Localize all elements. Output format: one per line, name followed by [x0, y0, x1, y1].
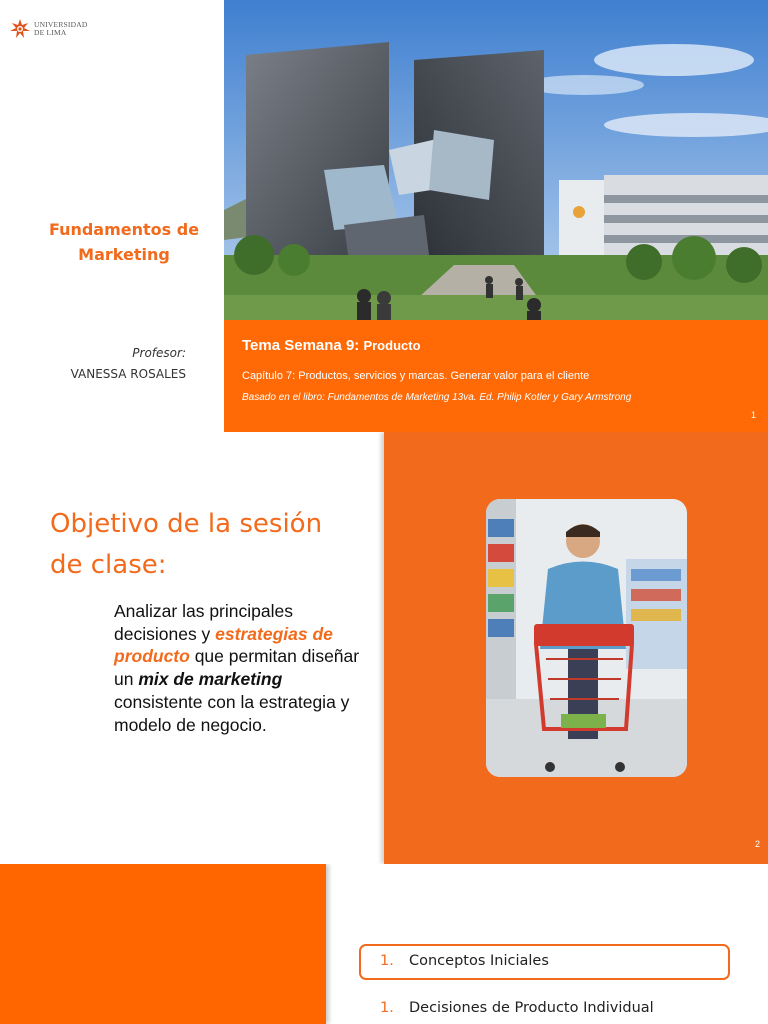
- logo-line-2: DE LIMA: [34, 28, 67, 37]
- agenda-item-label: Conceptos Iniciales: [409, 953, 549, 969]
- objective-text-part-3: consistente con la estrategia y modelo de negocio.: [114, 691, 350, 735]
- agenda-slide: [0, 864, 768, 1024]
- objective-text: [114, 600, 364, 736]
- campus-building-photo: [224, 0, 768, 320]
- emphasis-product-strategies: estrategias de producto: [114, 623, 333, 667]
- objective-text-part-1: Analizar las principales decisiones y: [114, 601, 293, 644]
- book-reference: Basado en el libro: Fundamentos de Marketing 13va. Ed. Philip Kotler y Gary Armstrong: [242, 392, 632, 403]
- orange-image-panel: [384, 432, 768, 864]
- logo-line-1: UNIVERSIDAD: [34, 20, 88, 29]
- agenda-item-number: 1.: [380, 953, 394, 969]
- course-title: Fundamentos de Marketing: [48, 220, 200, 264]
- agenda-item-2: [380, 1000, 654, 1016]
- objective-title: Objetivo de la sesión de clase:: [50, 509, 323, 580]
- objective-slide: [0, 432, 768, 864]
- topic-subtitle: Producto: [363, 338, 421, 353]
- university-logo: [10, 19, 87, 39]
- professor-label: Profesor:: [132, 346, 186, 360]
- university-name: [34, 21, 87, 37]
- emphasis-marketing-mix: mix de marketing: [138, 669, 283, 690]
- objective-text-part-2: que permitan diseñar un: [114, 646, 360, 690]
- topic-title: [242, 337, 421, 354]
- topic-title-label: Tema Semana 9:: [242, 337, 360, 354]
- topic-banner: [224, 320, 768, 432]
- university-logo-icon: [10, 19, 30, 39]
- page-number: 2: [754, 839, 760, 849]
- professor-name: VANESSA ROSALES: [70, 367, 186, 381]
- agenda-item-1: [380, 953, 549, 969]
- chapter-text: Capítulo 7: Productos, servicios y marcas. Generar valor para el cliente: [242, 370, 590, 382]
- orange-side-block: [0, 864, 326, 1024]
- agenda-item-label: Decisiones de Producto Individual: [409, 1000, 654, 1016]
- agenda-item-number: 1.: [380, 1000, 394, 1016]
- shopper-with-cart-photo: [486, 499, 687, 777]
- title-slide: [0, 0, 768, 432]
- page-number: 1: [750, 410, 756, 420]
